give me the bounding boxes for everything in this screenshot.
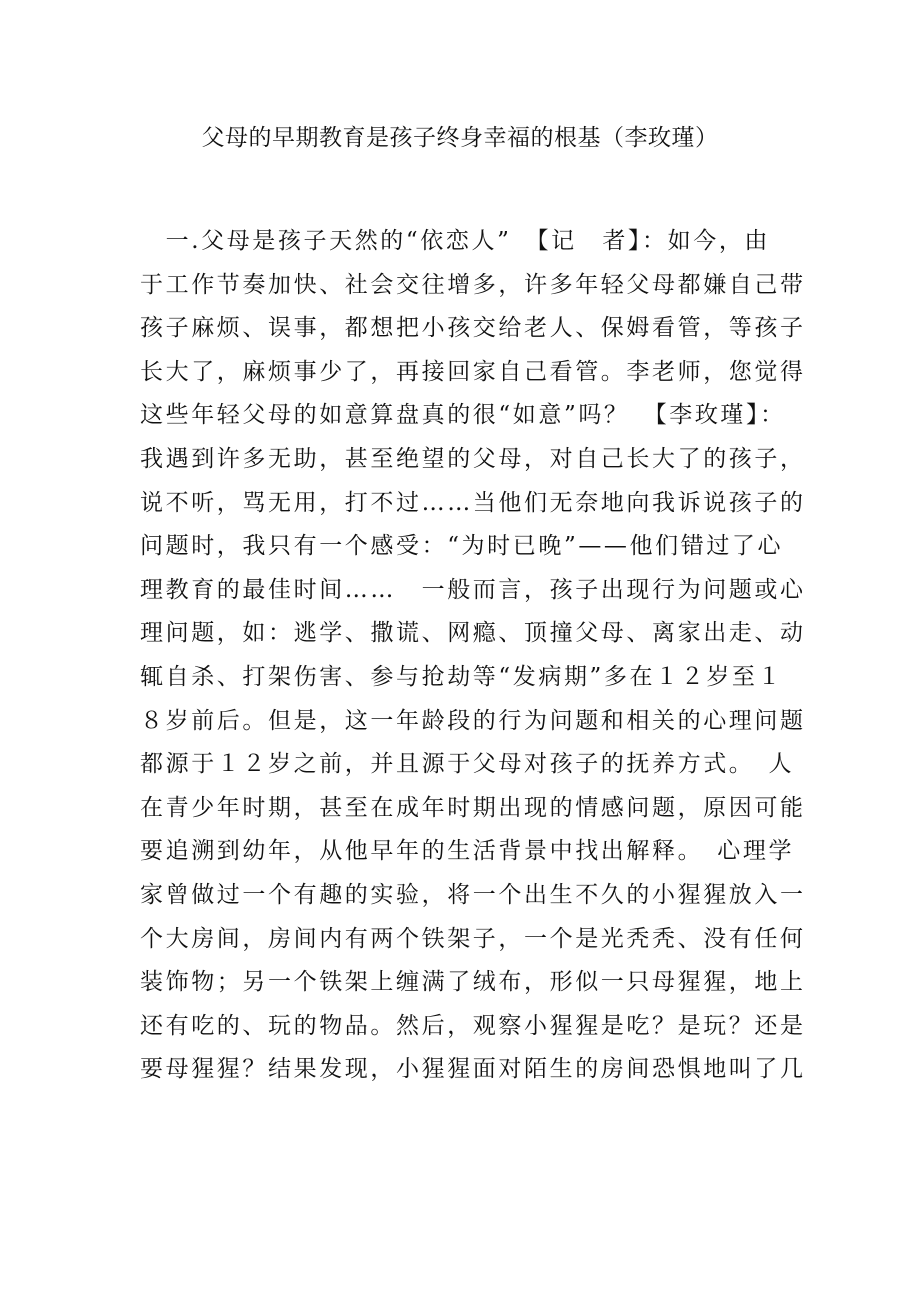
document-body <box>140 220 806 1092</box>
body-line-14: 在青少年时期，甚至在成年时期出现的情感问题，原因可能 <box>140 794 806 821</box>
body-line-7: 说不听，骂无用，打不过……当他们无奈地向我诉说孩子的 <box>140 489 806 516</box>
body-line-19: 还有吃的、玩的物品。然后，观察小猩猩是吃？是玩？还是 <box>140 1012 806 1039</box>
body-line-4: 长大了，麻烦事少了，再接回家自己看管。李老师，您觉得 <box>140 358 806 385</box>
body-line-1: 一.父母是孩子天然的“依恋人” 【记 者】：如今，由 <box>140 228 771 254</box>
body-line-2: 于工作节奏加快、社会交往增多，许多年轻父母都嫌自己带 <box>140 271 806 298</box>
body-line-16: 家曾做过一个有趣的实验，将一个出生不久的小猩猩放入一 <box>140 881 806 908</box>
body-line-9: 理教育的最佳时间…… 一般而言，孩子出现行为问题或心 <box>140 576 806 603</box>
body-line-15: 要追溯到幼年，从他早年的生活背景中找出解释。 心理学 <box>140 838 795 865</box>
body-line-8: 问题时，我只有一个感受：“为时已晚”——他们错过了心 <box>140 533 784 560</box>
body-line-6: 我遇到许多无助，甚至绝望的父母，对自己长大了的孩子， <box>140 445 806 472</box>
body-line-13: 都源于１２岁之前，并且源于父母对孩子的抚养方式。 人 <box>140 751 795 778</box>
body-line-17: 个大房间，房间内有两个铁架子，一个是光秃秃、没有任何 <box>140 925 806 952</box>
body-line-18: 装饰物；另一个铁架上缠满了绒布，形似一只母猩猩，地上 <box>140 969 806 996</box>
document-title: 父母的早期教育是孩子终身幸福的根基（李玫瑾） <box>201 125 719 151</box>
body-line-11: 辄自杀、打架伤害、参与抢劫等“发病期”多在１２岁至１ <box>140 663 784 690</box>
body-line-5: 这些年轻父母的如意算盘真的很“如意”吗？ 【李玫瑾】： <box>140 402 786 429</box>
body-line-3: 孩子麻烦、误事，都想把小孩交给老人、保姆看管，等孩子 <box>140 315 806 342</box>
body-line-12: ８岁前后。但是，这一年龄段的行为问题和相关的心理问题 <box>140 707 806 734</box>
body-line-20: 要母猩猩？结果发现，小猩猩面对陌生的房间恐惧地叫了几 <box>140 1056 806 1083</box>
body-line-10: 理问题，如：逃学、撒谎、网瘾、顶撞父母、离家出走、动 <box>140 620 806 647</box>
